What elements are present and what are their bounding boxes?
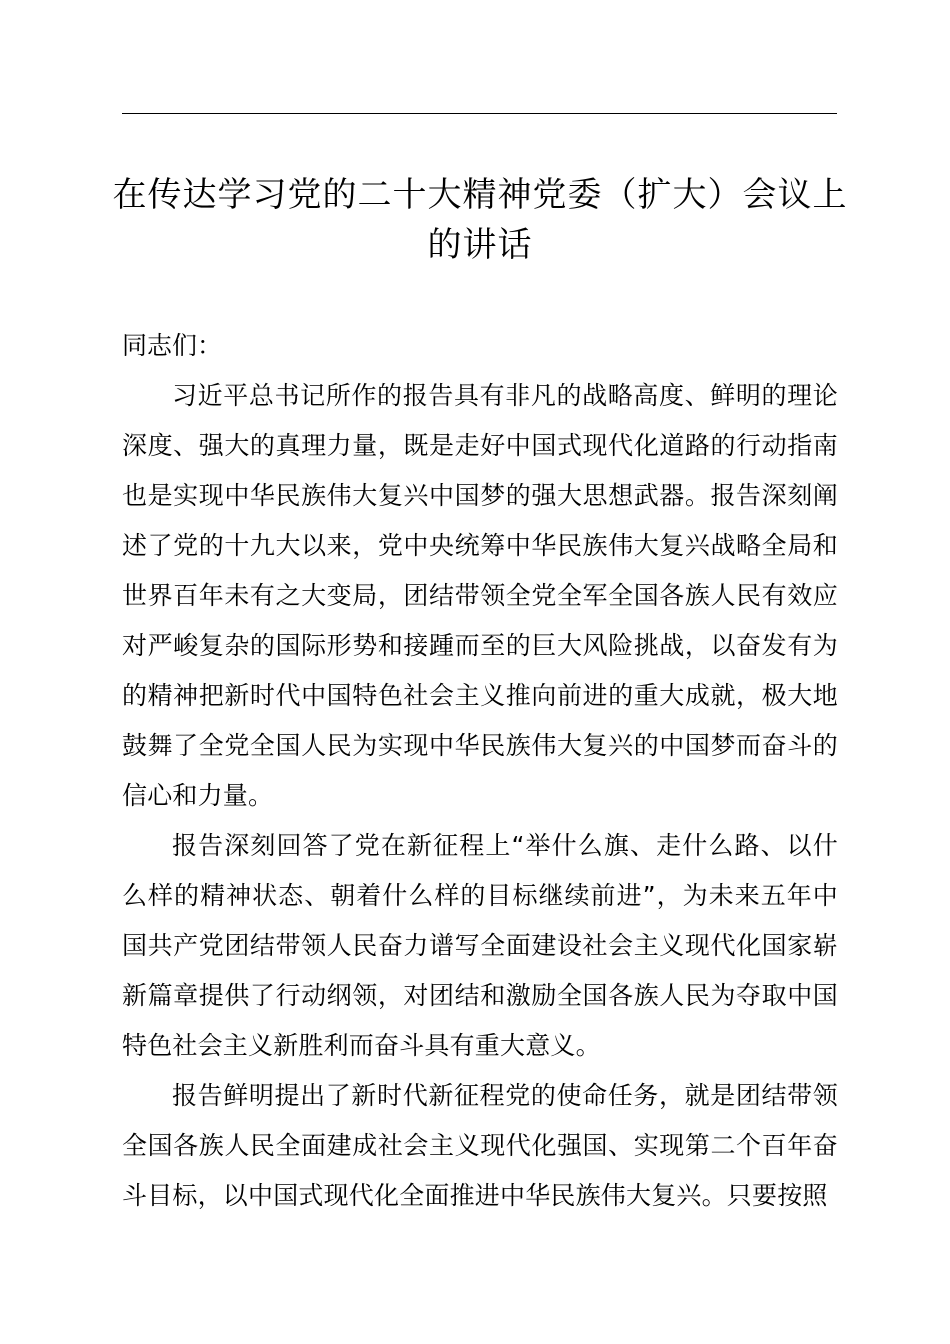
paragraph-2: 报告深刻回答了党在新征程上“举什么旗、走什么路、以什么样的精神状态、朝着什么样的目标继续前进”，为未来五年中国共产党团结带领人民奋力谱写全面建设社会主义现代化国家崭新篇章提供了行动纲领，对团结和激励全国各族人民为夺取中国特色社会主义新胜利而奋斗具有重大意义。: [122, 831, 838, 1060]
salutation: 同志们：: [122, 331, 223, 360]
document-title: 在传达学习党的二十大精神党委（扩大）会议上的讲话: [112, 175, 848, 265]
paragraph-3: 报告鲜明提出了新时代新征程党的使命任务，就是团结带领全国各族人民全面建成社会主义现代化强国、实现第二个百年奋斗目标，以中国式现代化全面推进中华民族伟大复兴。只要按照: [122, 1081, 838, 1210]
document-body: [122, 321, 838, 1221]
paragraph-1: 习近平总书记所作的报告具有非凡的战略高度、鲜明的理论深度、强大的真理力量，既是走好中国式现代化道路的行动指南也是实现中华民族伟大复兴中国梦的强大思想武器。报告深刻阐述了党的十九大以来，党中央统筹中华民族伟大复兴战略全局和世界百年未有之大变局，团结带领全党全军全国各族人民有效应对严峻复杂的国际形势和接踵而至的巨大风险挑战，以奋发有为的精神把新时代中国特色社会主义推向前进的重大成就，极大地鼓舞了全党全国人民为实现中华民族伟大复兴的中国梦而奋斗的信心和力量。: [122, 381, 838, 810]
header-rule: [122, 113, 837, 114]
